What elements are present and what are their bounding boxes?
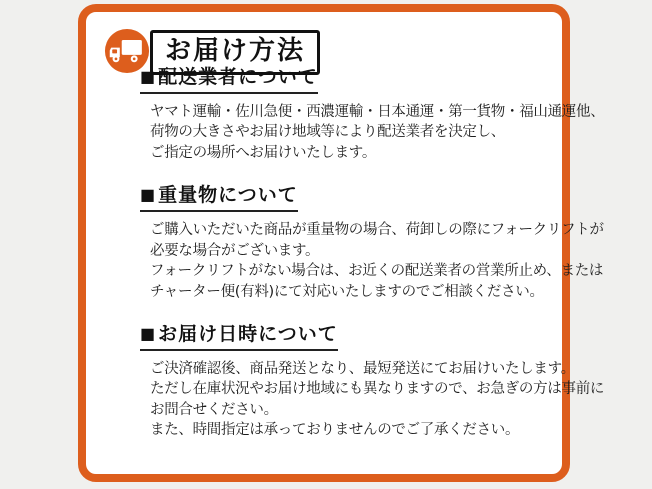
text-line: フォークリフトがない場合は、お近くの配送業者の営業所止め、または: [150, 263, 604, 280]
square-bullet-icon: ■: [140, 324, 157, 344]
section-delivery-datetime: [140, 323, 605, 441]
text-line: 必要な場合がございます。: [150, 242, 320, 259]
panel-content: [140, 66, 605, 462]
section-heavy-items-heading: [140, 184, 298, 212]
text-line: また、時間指定は承っておりませんのでご了承ください。: [150, 422, 520, 439]
text-line: ご購入いただいた商品が重量物の場合、荷卸しの際にフォークリフトが: [150, 222, 604, 239]
square-bullet-icon: ■: [140, 67, 157, 86]
text-line: ご指定の場所へお届けいたします。: [150, 144, 377, 161]
section-heading-text: 配送業者について: [158, 66, 318, 88]
section-heading-text: お届け日時について: [158, 323, 338, 346]
text-line: お問合せください。: [150, 401, 278, 418]
text-line: ただし在庫状況やお届け地域にも異なりますので、お急ぎの方は事前に: [150, 381, 605, 398]
delivery-info-panel: [78, 4, 605, 482]
section-delivery-datetime-body: [150, 359, 605, 441]
section-carriers-body: [150, 102, 605, 164]
text-line: ヤマト運輸・佐川急便・西濃運輸・日本通運・第一貨物・福山通運他、: [150, 103, 605, 120]
square-bullet-icon: ■: [140, 185, 157, 205]
section-delivery-datetime-heading: [140, 323, 338, 351]
section-heavy-items-body: [150, 220, 604, 302]
section-heavy-items: [140, 184, 604, 302]
section-carriers: [140, 66, 605, 163]
section-carriers-heading: [140, 66, 318, 94]
text-line: 荷物の大きさやお届け地域等により配送業者を決定し、: [150, 124, 505, 141]
section-heading-text: 重量物について: [158, 184, 298, 207]
text-line: チャーター便(有料)にて対応いたしますのでご相談ください。: [150, 283, 544, 300]
text-line: ご決済確認後、商品発送となり、最短発送にてお届けいたします。: [150, 360, 575, 377]
page-title-text: お届け方法: [165, 36, 306, 66]
